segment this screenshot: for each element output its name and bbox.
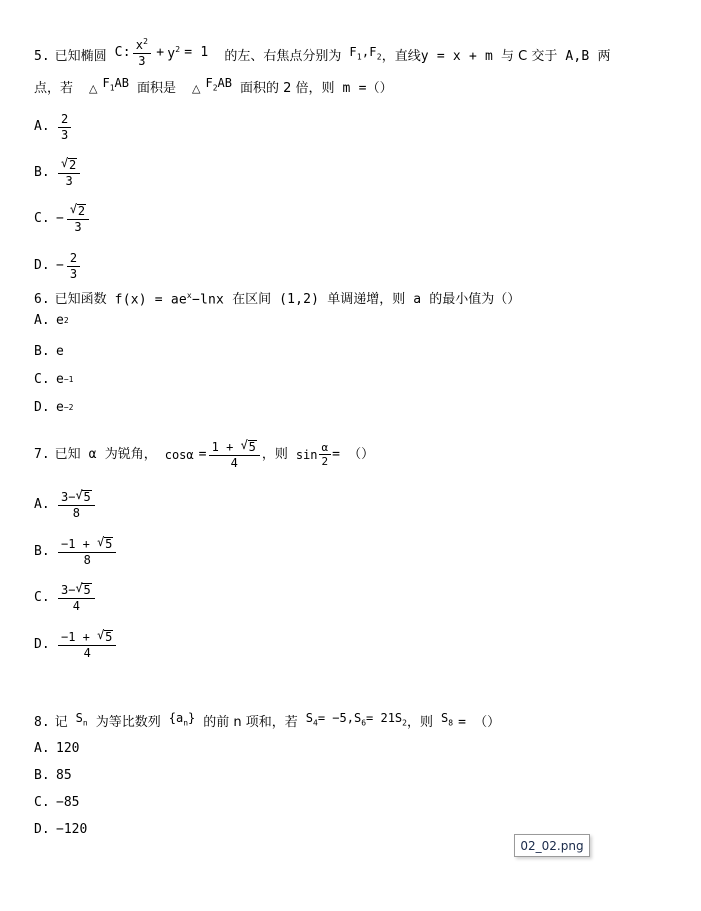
question-5-line-equation: y = x + m <box>420 49 494 65</box>
question-5 <box>34 38 610 99</box>
option-b-fraction <box>58 537 116 567</box>
question-7-sin-equals: = <box>332 446 341 462</box>
option-c-value <box>56 583 97 613</box>
question-8 <box>34 708 500 733</box>
question-5-stem-text-4: 与 C 交于 <box>501 49 558 65</box>
option-a-numerator: 3− √ 5 <box>58 490 95 504</box>
question-8-stem-text-1: 记 <box>54 715 68 731</box>
triangle-icon-f1: △ <box>89 81 98 95</box>
question-7-option-a[interactable] <box>34 490 97 520</box>
option-d-minus-sign: − <box>56 258 64 274</box>
option-c-label: C. <box>34 589 50 605</box>
question-6-option-d[interactable] <box>34 399 73 417</box>
option-c-minus-sign: − <box>56 210 64 226</box>
option-a-numerator: 2 <box>61 112 69 126</box>
question-7-stem-text-2: 为锐角， <box>104 446 157 462</box>
option-c-label: C. <box>34 210 50 226</box>
option-b-value <box>56 537 118 567</box>
option-a-label: A. <box>34 496 50 512</box>
option-c-numerator <box>67 204 89 218</box>
option-a-value: 120 <box>56 741 80 756</box>
option-d-label: D. <box>34 400 50 415</box>
question-5-triangle-f2-label: $F_2AB$ <box>205 76 232 93</box>
question-5-option-a[interactable] <box>34 113 73 141</box>
option-b-value: e <box>56 344 64 359</box>
question-6-option-c[interactable] <box>34 371 73 389</box>
option-b-label: B. <box>34 543 50 559</box>
question-5-stem-text-5: 两 <box>597 49 611 65</box>
radical-icon: √ 5 <box>75 583 91 597</box>
option-b-denominator: 8 <box>83 553 91 568</box>
question-5-foci: $F_1,F_2$ <box>349 44 382 62</box>
option-a-label: A. <box>34 741 50 756</box>
question-8-conditions: $S_4= -5,S_6= 21S_2$ <box>305 711 407 728</box>
option-a-label: A. <box>34 119 50 135</box>
question-7-answer-paren: （） <box>348 446 375 462</box>
option-b-label: B. <box>34 344 50 359</box>
option-c-denominator: 3 <box>74 220 82 235</box>
option-b-numerator: −1 + √ 5 <box>58 537 116 551</box>
ellipse-y-term: $y^2$ <box>167 45 181 62</box>
question-6 <box>34 286 520 310</box>
ellipse-plus-sign: + <box>156 44 165 60</box>
option-d-value: −120 <box>56 822 88 837</box>
question-5-line2-text-2: 面积是 <box>137 80 177 96</box>
option-b-value <box>56 158 82 188</box>
question-7-stem-text-1: 已知 <box>54 446 81 462</box>
option-c-value <box>56 204 91 234</box>
filename-badge <box>514 834 590 857</box>
question-7-sin-label: sin <box>295 447 318 462</box>
option-d-denominator: 4 <box>83 646 91 661</box>
radical-icon: √ 5 <box>97 537 113 551</box>
question-5-stem-text-1: 已知椭圆 <box>54 49 107 65</box>
question-5-stem-line-2 <box>34 73 610 98</box>
question-5-answer-paren: （） <box>366 80 393 96</box>
radical-icon: √ 5 <box>75 490 91 504</box>
question-6-option-b[interactable] <box>34 343 64 361</box>
question-8-answer-paren: （） <box>474 715 501 731</box>
question-8-option-d[interactable] <box>34 821 87 839</box>
option-a-denominator: 8 <box>72 506 80 521</box>
question-5-triangle-f1-label: $F_1AB$ <box>102 76 129 93</box>
option-d-value <box>56 630 118 660</box>
triangle-icon-f2: △ <box>192 81 201 95</box>
option-b-fraction <box>58 158 80 188</box>
question-7-alpha: α <box>88 446 97 462</box>
question-8-number: 8. <box>34 715 50 731</box>
option-c-fraction <box>58 583 95 613</box>
sin-fraction-denominator: 2 <box>321 455 329 469</box>
question-8-sn: $S_n$ <box>75 711 88 728</box>
cos-fraction-numerator: 1 + √ 5 <box>209 440 260 454</box>
cos-fraction-denominator: 4 <box>230 456 238 471</box>
radical-icon: √ 2 <box>61 158 77 172</box>
question-5-stem-text-3: ，直线 <box>381 49 421 65</box>
ellipse-equation-lhs: C: <box>114 44 131 60</box>
ellipse-fraction-denominator: 3 <box>138 53 146 68</box>
option-d-numerator: 2 <box>69 251 78 265</box>
question-7-option-b[interactable] <box>34 537 118 567</box>
option-c-value: −85 <box>56 795 80 810</box>
radical-icon: √ 5 <box>97 630 113 644</box>
question-8-stem-text-2: 为等比数列 <box>95 715 161 731</box>
question-7-option-d[interactable] <box>34 630 118 660</box>
option-d-value: e −2 <box>56 400 74 415</box>
option-d-label: D. <box>34 636 50 652</box>
option-a-denominator: 3 <box>61 127 69 142</box>
question-6-stem-text-1: 已知函数 <box>54 292 107 308</box>
option-b-denominator: 3 <box>65 174 73 189</box>
question-7 <box>34 440 374 470</box>
question-5-line2-text-1: 点，若 <box>34 80 74 96</box>
option-b-value: 85 <box>56 768 72 783</box>
option-d-fraction <box>58 630 116 660</box>
option-d-label: D. <box>34 822 50 837</box>
question-5-points: A,B <box>565 49 590 65</box>
option-c-denominator: 4 <box>72 599 80 614</box>
option-b-numerator <box>58 158 80 172</box>
ellipse-fraction-numerator: $x^2$ <box>135 37 149 52</box>
question-6-number: 6. <box>34 292 50 308</box>
question-7-cos-label: cosα <box>164 447 194 462</box>
question-6-interval: (1,2) <box>279 292 320 308</box>
question-6-stem-text-2: 在区间 <box>232 292 272 308</box>
question-6-stem-line <box>34 286 520 310</box>
question-5-option-c[interactable] <box>34 204 91 234</box>
question-6-stem-text-4: 的最小值为（） <box>429 292 521 308</box>
option-d-value <box>56 252 82 280</box>
sin-fraction-numerator: α <box>321 440 329 454</box>
radical-icon: √ 5 <box>241 440 257 454</box>
option-a-value: e 2 <box>56 313 69 328</box>
question-5-option-b[interactable] <box>34 158 82 188</box>
option-d-numerator: −1 + √ 5 <box>58 630 116 644</box>
option-c-label: C. <box>34 372 50 387</box>
question-5-stem-line-1 <box>34 38 610 67</box>
question-6-option-a[interactable] <box>34 312 69 330</box>
option-b-label: B. <box>34 164 50 180</box>
ellipse-equation-fraction <box>133 38 151 67</box>
option-a-value <box>56 113 73 141</box>
question-5-line2-text-3: 面积的 2 倍，则 <box>240 80 335 96</box>
question-7-stem-line <box>34 440 374 470</box>
question-8-option-a[interactable] <box>34 740 79 758</box>
question-7-stem-text-3: ，则 <box>261 446 288 462</box>
question-7-number: 7. <box>34 446 50 462</box>
question-7-option-c[interactable] <box>34 583 97 613</box>
question-8-option-c[interactable] <box>34 794 79 812</box>
question-8-target: $S_8$ <box>441 711 454 728</box>
question-6-function: $f(x) = ae^x-\ln x$ <box>114 291 225 308</box>
question-5-stem-text-2: 的左、右焦点分别为 <box>224 49 342 65</box>
filename-text: 02_02.png <box>520 838 584 853</box>
question-8-stem-line <box>34 708 500 733</box>
option-d-label: D. <box>34 258 50 274</box>
option-c-numerator: 3− √ 5 <box>58 583 95 597</box>
question-8-sequence: $\{a_n\}$ <box>168 711 196 728</box>
option-a-fraction <box>58 490 95 520</box>
question-8-stem-text-4: ，则 <box>406 715 433 731</box>
question-5-ellipse-equation <box>115 38 209 67</box>
question-7-cos-fraction <box>209 440 260 470</box>
question-5-number: 5. <box>34 49 50 65</box>
option-d-denominator: 3 <box>69 266 78 281</box>
option-a-fraction <box>58 113 71 141</box>
option-c-value: e −1 <box>56 372 74 387</box>
question-8-target-equals: = <box>458 715 467 731</box>
option-c-label: C. <box>34 795 50 810</box>
question-8-stem-text-3: 的前 n 项和，若 <box>203 715 298 731</box>
question-8-option-b[interactable] <box>34 767 72 785</box>
question-6-stem-text-3: 单调递增，则 <box>327 292 406 308</box>
question-7-sin-argument-fraction <box>319 442 332 468</box>
question-7-cos-equals: = <box>198 446 207 462</box>
radical-icon: √ 2 <box>70 204 86 218</box>
option-b-label: B. <box>34 768 50 783</box>
ellipse-equals-one: = 1 <box>184 44 209 60</box>
option-a-value <box>56 490 97 520</box>
option-c-fraction <box>67 204 89 234</box>
option-d-fraction <box>67 252 80 280</box>
question-5-m-equals: m = <box>342 80 367 96</box>
option-a-label: A. <box>34 313 50 328</box>
question-6-variable: a <box>413 292 422 308</box>
question-5-option-d[interactable] <box>34 252 82 280</box>
